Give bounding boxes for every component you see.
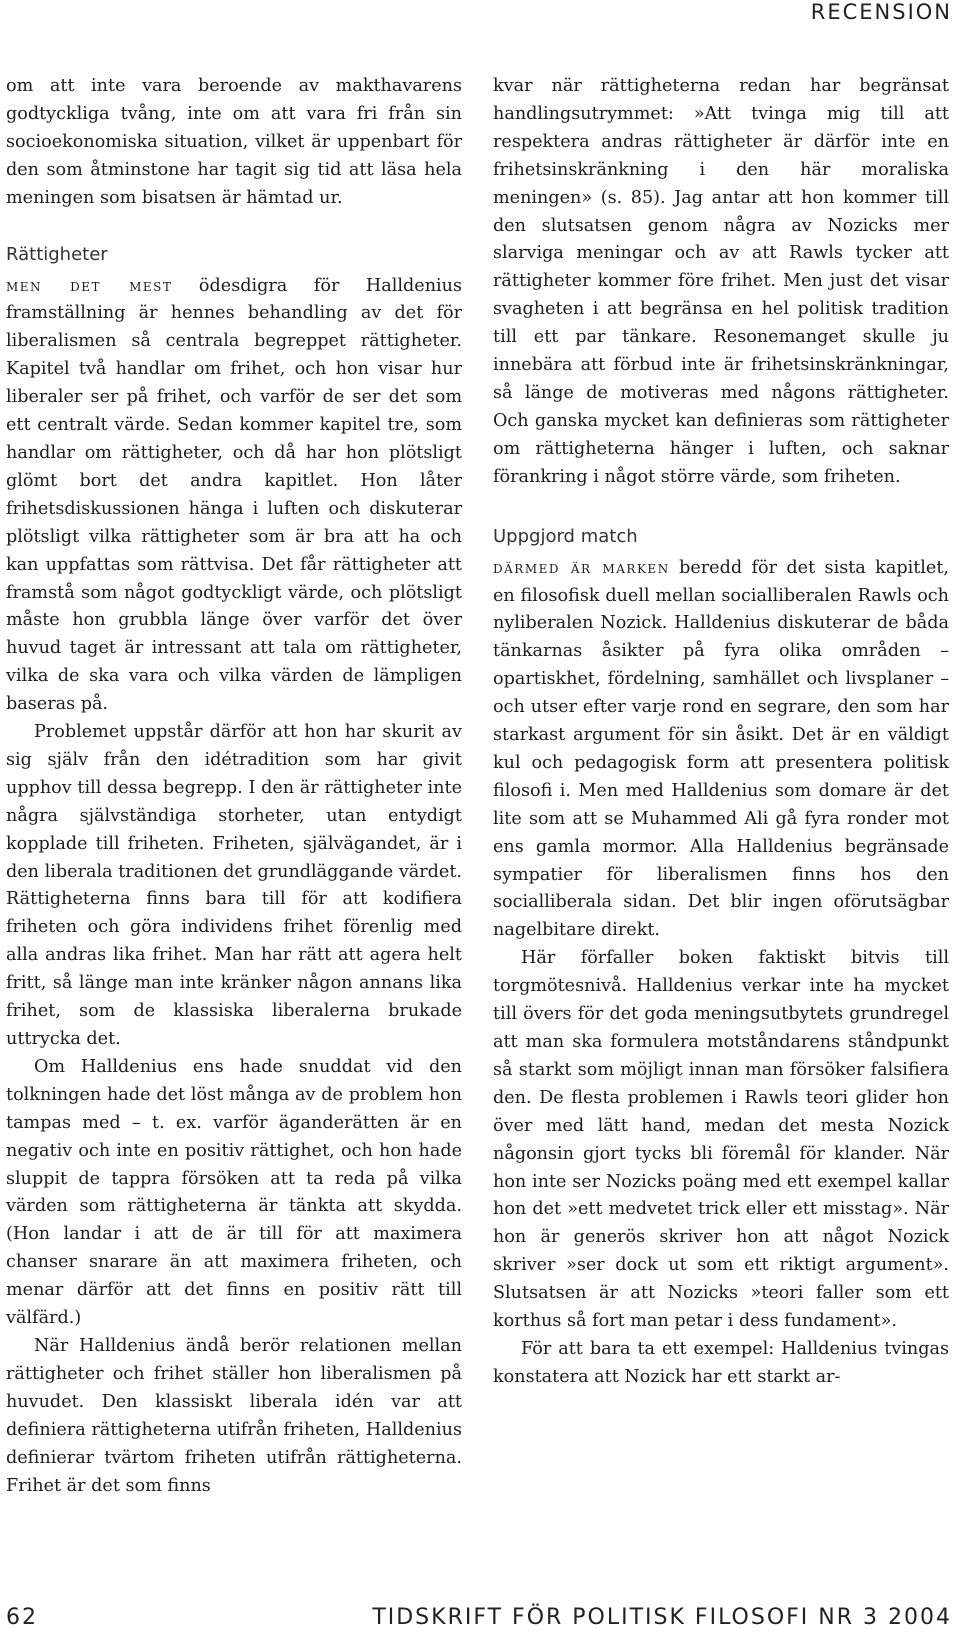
journal-title: TIDSKRIFT FÖR POLITISK FILOSOFI NR 3 2004 bbox=[372, 1605, 952, 1630]
left-column bbox=[6, 73, 462, 1500]
running-header: RECENSION bbox=[810, 0, 952, 24]
paragraph: kvar när rättigheterna redan har begränsat handlingsutrymmet: »Att tvinga mig till att respektera andras rättigheter är därför inte en frihetsinskränkning i den här moraliska meningen» (s. 85). Jag antar att hon kommer till den slutsatsen genom några av Nozicks mer slarviga meningar och av att Rawls tycker att rättigheter kommer före frihet. Men just det visar svagheten i att begränsa en hel politisk tradition till ett par tänkare. Resonemanget skulle ju innebära att förbud inte är frihetsinskränkningar, så länge de motiveras med någons rättigheter. Och ganska mycket kan definieras som rättigheter om rättigheterna hänger i luften, och saknar förankring i något större värde, som friheten. bbox=[493, 76, 949, 487]
section-heading-rattigheter: Rättigheter bbox=[6, 243, 108, 265]
lead-in-smallcaps: därmed är marken bbox=[493, 557, 670, 578]
paragraph bbox=[6, 273, 462, 720]
page-number: 62 bbox=[6, 1605, 38, 1630]
paragraph: För att bara ta ett exempel: Halldenius tvingas konstatera att Nozick har ett starkt ar- bbox=[493, 1338, 949, 1387]
paragraph: Här förfaller boken faktiskt bitvis till torgmötesnivå. Halldenius verkar inte ha mycket till övers för det goda meningsutbytets grundregel att man ska formulera motståndarens ståndpunkt så starkt som möjligt innan man försöker falsifiera den. De flesta problemen i Rawls teori glider hon över med lätt hand, medan det mesta Nozick någonsin gjort tycks bli föremål för klander. När hon inte ser Nozicks poäng med ett exempel kallar hon det »ett medvetet trick eller ett misstag». När hon är generös skriver hon att något Nozick skriver »ser dock ut som ett riktigt argument». Slutsatsen är att Nozicks »teori faller som ett korthus så fort man petar i dess fundament». bbox=[493, 948, 949, 1332]
right-column bbox=[493, 73, 949, 1392]
paragraph: Om Halldenius ens hade snuddat vid den tolkningen hade det löst många av de problem hon tampas med – t. ex. varför äganderätten är en negativ och inte en positiv rättighet, och hon hade sluppit de tappra försöken att ta reda på vilka värden som rättigheterna är tänkta att skydda. (Hon landar i att de är till för att maximera chanser snarare än att maximera friheten, och menar därför att det finns en positiv rätt till välfärd.) bbox=[6, 1056, 462, 1329]
paragraph bbox=[493, 555, 949, 946]
section-heading-uppgjord-match: Uppgjord match bbox=[493, 525, 638, 547]
paragraph-text: ödesdigra för Halldenius framställning är hennes behandling av det för liberalismen så centrala begreppet rättigheter. Kapitel två handlar om frihet, och hon visar hur liberaler ser på frihet, och varför de ser det som ett centralt värde. Sedan kommer kapitel tre, som handlar om rättigheter, och då har hon plötsligt glömt bort det andra kapitlet. Hon låter frihetsdiskussionen hänga i luften och diskuterar plötsligt vilka rättigheter som är bra att ha och kan uppfattas som rättvisa. Det får rättigheter att framstå som något godtyckligt värde, och plötsligt måste hon grubbla länge över varför det över huvud taget är intressant att tala om rättigheter, vilka de ska vara och vilka värden de lämpligen baseras på. bbox=[6, 275, 463, 715]
paragraph: om att inte vara beroende av makthavarens godtyckliga tvång, inte om att vara fri från sin socioekonomiska situation, vilket är uppenbart för den som åtminstone har tagit sig tid att läsa hela meningen som bisatsen är hämtad ur. bbox=[6, 76, 462, 208]
paragraph-text: beredd för det sista kapitlet, en filosofisk duell mellan socialliberalen Rawls och nyliberalen Nozick. Halldenius diskuterar de båda tänkarnas åsikter på fyra olika områden – opartiskhet, fördelning, samhället och livsplaner – och utser efter varje rond en segrare, den som har starkast argument för sin åsikt. Det är en väldigt kul och pedagogisk form att presentera politisk filosofi i. Men med Halldenius som domare är det lite som att se Muhammed Ali gå fyra ronder mot ens gamla mormor. Alla Halldenius begränsade sympatier för liberalismen finns hos den socialliberala sidan. Det blir ingen oförutsägbar nagelbitare direkt. bbox=[493, 557, 949, 941]
page-footer bbox=[6, 1605, 952, 1630]
paragraph: När Halldenius ändå berör relationen mellan rättigheter och frihet ställer hon liberalismen på huvudet. Den klassiskt liberala idén var att definiera rättigheterna utifrån friheten, Halldenius definierar tvärtom friheten utifrån rättigheterna. Frihet är det som finns bbox=[6, 1335, 462, 1496]
paragraph: Problemet uppstår därför att hon har skurit av sig själv från den idétradition som har givit upphov till dessa begrepp. I den är rättigheter inte några självständiga storheter, utan entydigt kopplade till friheten. Friheten, självägandet, är i den liberala traditionen det grundläggande värdet. Rättigheterna finns bara till för att kodifiera friheten och göra individens frihet förenlig med alla andras lika frihet. Man har rätt att agera helt fritt, så länge man inte kränker någon annans lika frihet, som de klassiska liberalerna brukade uttrycka det. bbox=[6, 722, 462, 1049]
lead-in-smallcaps: men det mest bbox=[6, 275, 173, 296]
